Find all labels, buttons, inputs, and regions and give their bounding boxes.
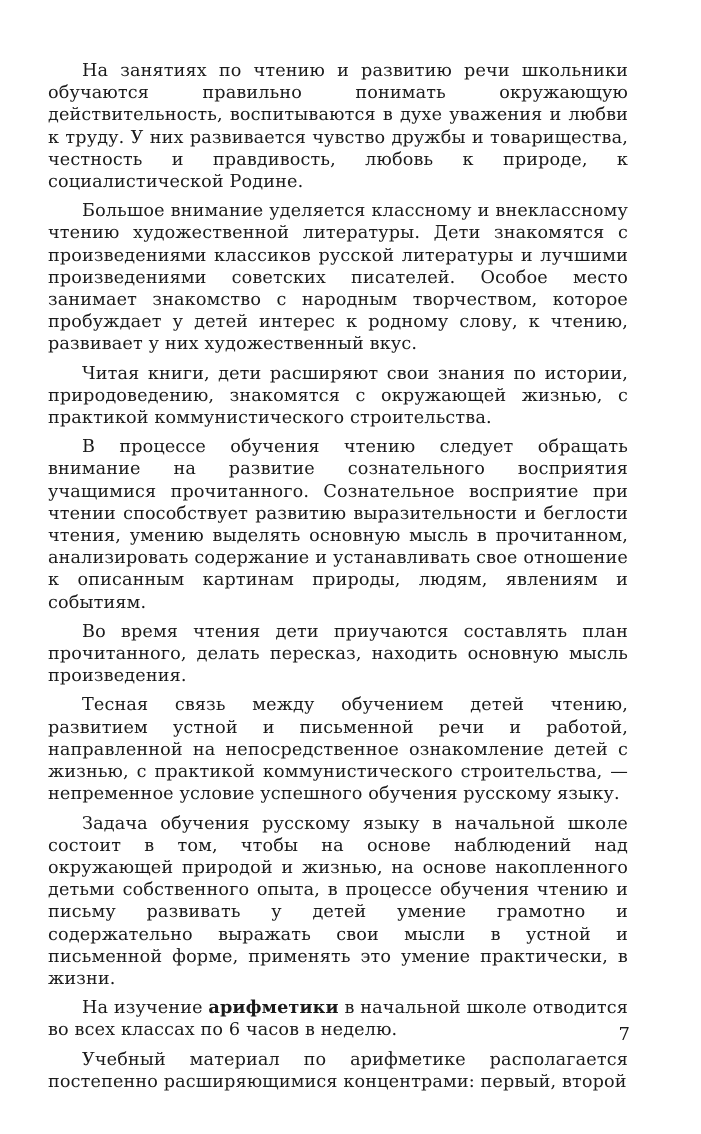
paragraph-connection: Тесная связь между обучением детей чтению, развитием устной и письменной речи и работой, направленной на непосредственное ознакомление детей с жизнью, с практикой коммунистического строительства, — непременное условие успешного обучения русскому языку. xyxy=(48,695,628,805)
paragraph-russian-language-task: Задача обучения русскому языку в начальной школе состоит в том, чтобы на основе наблюдений над окружающей природой и жизнью, на основе накопленного детьми собственного опыта, в процессе обучения чтению и письму развивать у детей умение грамотно и содержательно выражать свои мысли в устной и письменной форме, применять это умение практически, в жизни. xyxy=(48,813,628,989)
arithmetic-text-after: в начальной школе отводится во всех классах по 6 часов в неделю. xyxy=(48,998,628,1041)
paragraph-retelling: Во время чтения дети приучаются составлять план прочитанного, делать пересказ, находить основную мысль произведения. xyxy=(48,621,628,687)
paragraph-reading-lessons: На занятиях по чтению и развитию речи школьники обучаются правильно понимать окружающую действительность, воспитываются в духе уважения и любви к труду. У них развивается чувство дружбы и товарищества, честность и правдивость, любовь к природе, к социалистической Родине. xyxy=(48,61,628,193)
page-number: 7 xyxy=(618,1024,630,1045)
paragraph-arithmetic-material: Учебный материал по арифметике располагается постепенно расширяющимися концентрами: первый, второй xyxy=(48,1049,628,1092)
page-body xyxy=(48,60,628,1100)
paragraph-arithmetic-hours xyxy=(48,997,628,1041)
paragraph-books-knowledge: Читая книги, дети расширяют свои знания по истории, природоведению, знакомятся с окружающей жизнью, с практикой коммунистического строительства. xyxy=(48,363,628,429)
arithmetic-bold-term: арифметики xyxy=(208,997,339,1019)
paragraph-conscious-perception: В процессе обучения чтению следует обращать внимание на развитие сознательного восприятия учащимися прочитанного. Сознательное восприятие при чтении способствует развитию выразительности и беглости чтения, умению выделять основную мысль в прочитанном, анализировать содержание и устанавливать свое отношение к описанным картинам природы, людям, явлениям и событиям. xyxy=(48,437,628,613)
arithmetic-text-before: На изучение xyxy=(82,998,209,1019)
paragraph-literature: Большое внимание уделяется классному и внеклассному чтению художественной литературы. Дети знакомятся с произведениями классиков русской литературы и лучшими произведениями советских писателей. Особое место занимает знакомство с народным творчеством, которое пробуждает у детей интерес к родному слову, к чтению, развивает у них художественный вкус. xyxy=(48,201,628,355)
